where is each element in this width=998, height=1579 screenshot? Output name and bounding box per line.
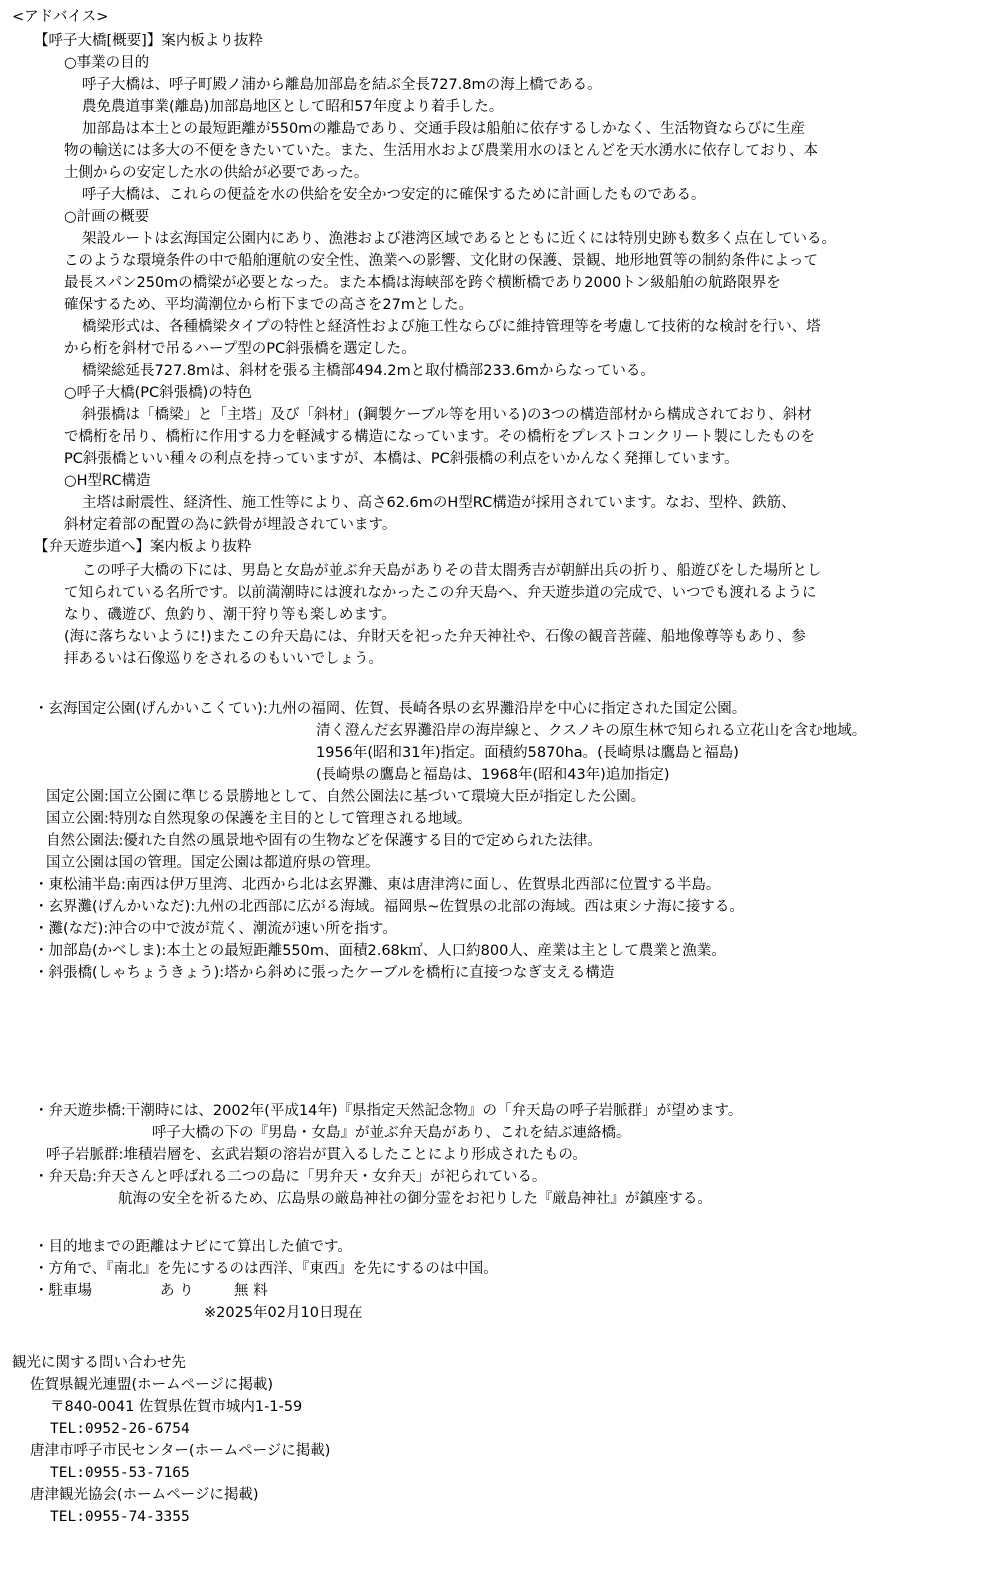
- glossary-item: ・東松浦半島:南西は伊万里湾、北西から北は玄界灘、東は唐津湾に面し、佐賀県北西部に位置する半島。: [34, 877, 721, 893]
- plan-heading: ○計画の概要: [64, 209, 150, 225]
- features-line: PC斜張橋といい種々の利点を持っていますが、本橋は、PC斜張橋の利点をいかんなく発揮しています。: [64, 451, 739, 467]
- contact-tel: TEL:0952-26-6754: [50, 1421, 190, 1437]
- h-rc-line: 斜材定着部の配置の為に鉄骨が埋設されています。: [64, 517, 397, 533]
- as-of-date: ※2025年02月10日現在: [204, 1305, 363, 1321]
- plan-line: このような環境条件の中で船舶運航の安全性、漁業への影響、文化財の保護、景観、地形地質等の制約条件によって: [64, 253, 818, 269]
- glossary-genkai-park-line: 清く澄んだ玄界灘沿岸の海岸線と、クスノキの原生林で知られる立花山を含む地域。: [316, 723, 867, 739]
- purpose-line: 加部島は本土との最短距離が550mの離島であり、交通手段は船舶に依存するしかなく、生活物資ならびに生産: [82, 121, 806, 137]
- contacts-heading: 観光に関する問い合わせ先: [12, 1355, 186, 1371]
- parking-fee: 無 料: [234, 1283, 268, 1299]
- parking-availability: あ り: [160, 1283, 194, 1299]
- contact-org-name: 佐賀県観光連盟(ホームページに掲載): [30, 1377, 274, 1393]
- plan-line: 確保するため、平均満潮位から桁下までの高さを27mとした。: [64, 297, 473, 313]
- glossary-genkai-park: ・玄海国定公園(げんかいこくてい):九州の福岡、佐賀、長崎各県の玄界灘沿岸を中心に指定された国定公園。: [34, 701, 747, 717]
- benten-island: ・弁天島:弁天さんと呼ばれる二つの島に「男弁天・女弁天」が祀られている。: [34, 1169, 547, 1185]
- benten-promenade-line: なり、磯遊び、魚釣り、潮干狩り等も楽しめます。: [64, 607, 396, 623]
- plan-line: 架設ルートは玄海国定公園内にあり、漁港および港湾区域であるとともに近くには特別史跡も数多く点在している。: [82, 231, 836, 247]
- glossary-park-term: 国立公園:特別な自然現象の保護を主目的として管理される地域。: [46, 811, 472, 827]
- contact-org-name: 唐津観光協会(ホームページに掲載): [30, 1487, 259, 1503]
- contact-address: 〒840-0041 佐賀県佐賀市城内1-1-59: [50, 1399, 303, 1415]
- benten-promenade-bridge-line: 呼子大橋の下の『男島・女島』が並ぶ弁天島があり、これを結ぶ連絡橋。: [152, 1125, 631, 1141]
- features-line: 斜張橋は「橋梁」と「主塔」及び「斜材」(鋼製ケーブル等を用いる)の3つの構造部材から構成されており、斜材: [82, 407, 812, 423]
- features-line: で橋桁を吊り、橋桁に作用する力を軽減する構造になっています。その橋桁をプレストコンクリート製にしたものを: [64, 429, 815, 445]
- benten-promenade-bridge: ・弁天遊歩橋:干潮時には、2002年(平成14年)『県指定天然記念物』の「弁天島の呼子岩脈群」が望めます。: [34, 1103, 743, 1119]
- contact-tel: TEL:0955-74-3355: [50, 1509, 190, 1525]
- purpose-line: 物の輸送には多大の不便をきたいていた。また、生活用水および農業用水のほとんどを天水湧水に依存しており、本: [64, 143, 818, 159]
- contact-tel: TEL:0955-53-7165: [50, 1465, 190, 1481]
- benten-promenade-line: この呼子大橋の下には、男島と女島が並ぶ弁天島がありその昔太閤秀吉が朝鮮出兵の折り、船遊びをした場所とし: [82, 563, 822, 579]
- bridge-overview-heading: 【呼子大橋[概要]】案内板より抜粋: [34, 33, 263, 49]
- glossary-item: ・加部島(かべしま):本土との最短距離550m、面積2.68k㎡、人口約800人、産業は主として農業と漁業。: [34, 943, 726, 959]
- purpose-line: 呼子大橋は、呼子町殿ノ浦から離島加部島を結ぶ全長727.8mの海上橋である。: [82, 77, 602, 93]
- plan-line: 橋梁総延長727.8mは、斜材を張る主橋部494.2mと取付橋部233.6mからなっている。: [82, 363, 655, 379]
- purpose-line: 呼子大橋は、これらの便益を水の供給を安全かつ安定的に確保するために計画したものである。: [82, 187, 706, 203]
- parking-label: ・駐車場: [34, 1283, 92, 1299]
- glossary-genkai-park-line: 1956年(昭和31年)指定。面積約5870ha。(長崎県は鷹島と福島): [316, 745, 739, 761]
- plan-line: 橋梁形式は、各種橋梁タイプの特性と経済性および施工性ならびに維持管理等を考慮して技術的な検討を行い、塔: [82, 319, 821, 335]
- glossary-park-term: 国立公園は国の管理。国定公園は都道府県の管理。: [46, 855, 380, 871]
- features-heading: ○呼子大橋(PC斜張橋)の特色: [64, 385, 252, 401]
- glossary-item: ・斜張橋(しゃちょうきょう):塔から斜めに張ったケーブルを橋桁に直接つなぎ支える構造: [34, 965, 615, 981]
- benten-promenade-line: て知られている名所です。以前満潮時には渡れなかったこの弁天島へ、弁天遊歩道の完成で、いつでも渡れるように: [64, 585, 817, 601]
- benten-island-line: 航海の安全を祈るため、広島県の厳島神社の御分霊をお祀りした『厳島神社』が鎮座する。: [118, 1191, 712, 1207]
- advice-heading: <アドバイス>: [12, 9, 109, 25]
- glossary-item: ・灘(なだ):沖合の中で波が荒く、潮流が速い所を指す。: [34, 921, 397, 937]
- benten-promenade-line: (海に落ちないように!)またこの弁天島には、弁財天を祀った弁天神社や、石像の観音菩薩、船地像尊等もあり、参: [64, 629, 806, 645]
- glossary-genkai-park-line: (長崎県の鷹島と福島は、1968年(昭和43年)追加指定): [316, 767, 670, 783]
- benten-promenade-line: 拝あるいは石像巡りをされるのもいいでしょう。: [64, 651, 383, 667]
- benten-promenade-heading: 【弁天遊歩道へ】案内板より抜粋: [34, 539, 252, 555]
- glossary-park-term: 国定公園:国立公園に準じる景勝地として、自然公園法に基づいて環境大臣が指定した公園。: [46, 789, 646, 805]
- contact-org-name: 唐津市呼子市民センター(ホームページに掲載): [30, 1443, 331, 1459]
- h-rc-line: 主塔は耐震性、経済性、施工性等により、高さ62.6mのH型RC構造が採用されています。なお、型枠、鉄筋、: [82, 495, 796, 511]
- plan-line: から桁を斜材で吊るハープ型のPC斜張橋を選定した。: [64, 341, 416, 357]
- note-item: ・方角で、『南北』を先にするのは西洋、『東西』を先にするのは中国。: [34, 1261, 498, 1277]
- purpose-line: 土側からの安定した水の供給が必要であった。: [64, 165, 369, 181]
- glossary-item: ・玄界灘(げんかいなだ):九州の北西部に広がる海域。福岡県~佐賀県の北部の海域。西は東シナ海に接する。: [34, 899, 744, 915]
- purpose-heading: ○事業の目的: [64, 55, 150, 71]
- plan-line: 最長スパン250mの橋梁が必要となった。また本橋は海峡部を跨ぐ横断橋であり2000トン級船舶の航路限界を: [64, 275, 781, 291]
- benten-dike: 呼子岩脈群:堆積岩層を、玄武岩類の溶岩が貫入るしたことにより形成されたもの。: [46, 1147, 587, 1163]
- glossary-park-term: 自然公園法:優れた自然の風景地や固有の生物などを保護する目的で定められた法律。: [46, 833, 602, 849]
- purpose-line: 農免農道事業(離島)加部島地区として昭和57年度より着手した。: [82, 99, 504, 115]
- h-rc-heading: ○H型RC構造: [64, 473, 151, 489]
- note-item: ・目的地までの距離はナビにて算出した値です。: [34, 1239, 352, 1255]
